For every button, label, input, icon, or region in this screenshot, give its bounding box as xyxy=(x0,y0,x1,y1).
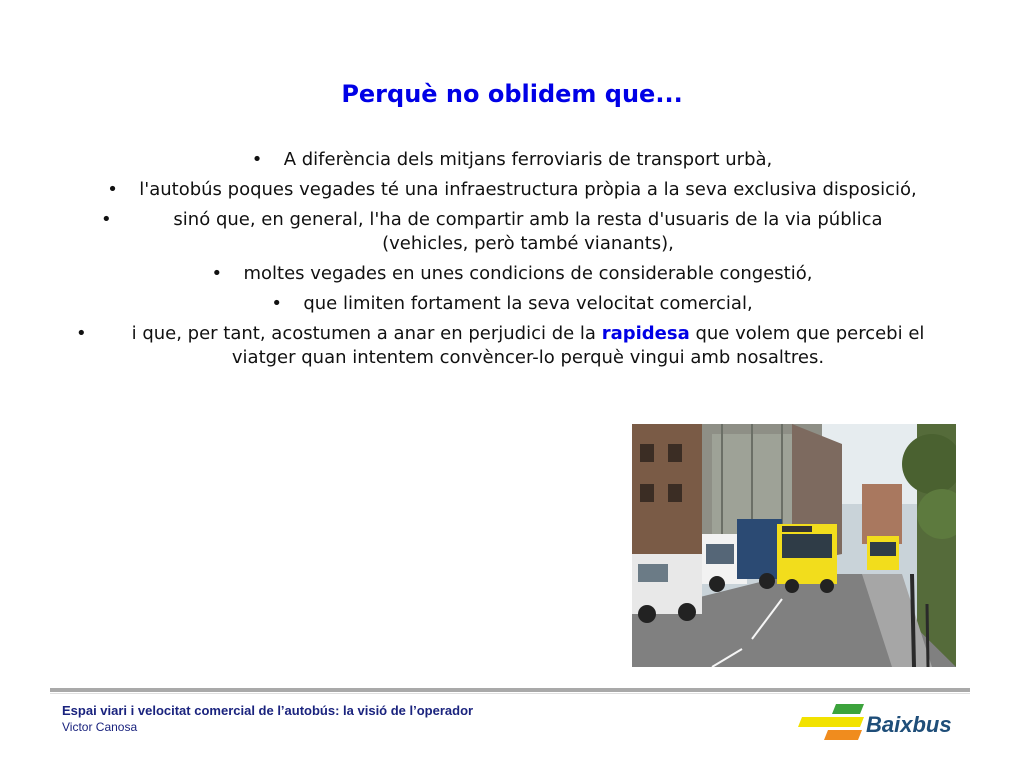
bullet-item xyxy=(60,262,964,286)
bullet-text: A diferència dels mitjans ferroviaris de transport urbà, xyxy=(283,149,773,170)
bullet-text-emphasis: rapidesa xyxy=(601,323,690,344)
bullet-dot: • xyxy=(107,179,118,200)
bullet-item xyxy=(60,322,964,370)
bullet-dot: • xyxy=(251,149,263,170)
bullet-dot: • xyxy=(271,293,282,314)
slide-title: Perquè no oblidem que... xyxy=(341,80,683,108)
bullet-dot: • xyxy=(76,323,87,344)
bullet-item xyxy=(60,148,964,172)
bullet-dot: • xyxy=(211,263,223,284)
bullet-item xyxy=(60,208,964,256)
street-scene-illustration xyxy=(632,424,956,667)
footer-divider xyxy=(50,688,970,692)
bullet-item xyxy=(60,178,964,202)
bullet-text xyxy=(108,322,948,370)
bullet-text: que limiten fortament la seva velocitat comercial, xyxy=(303,293,753,314)
street-bus-photo xyxy=(632,424,956,667)
bullet-dot: • xyxy=(101,209,112,230)
footer-title: Espai viari i velocitat comercial de l’autobús: la visió de l’operador xyxy=(62,703,474,718)
logo-text: Baixbus xyxy=(866,712,952,737)
bullet-text: sinó que, en general, l'ha de compartir amb la resta d'usuaris de la via pública (vehicles, però també vianants), xyxy=(173,209,883,254)
footer-divider-shadow xyxy=(50,693,970,694)
bullet-item xyxy=(60,292,964,316)
bullet-text: l'autobús poques vegades té una infraestructura pròpia a la seva exclusiva disposició, xyxy=(139,179,917,200)
footer-author: Victor Canosa xyxy=(62,720,138,734)
bullet-text: moltes vegades en unes condicions de considerable congestió, xyxy=(243,263,813,284)
bullet-text-before: i que, per tant, acostumen a anar en perjudici de la xyxy=(131,323,602,344)
bullet-text-after: que volem que percebi el viatger quan intentem convèncer-lo perquè vingui amb nosaltres. xyxy=(231,323,925,368)
bullet-list xyxy=(60,148,964,376)
